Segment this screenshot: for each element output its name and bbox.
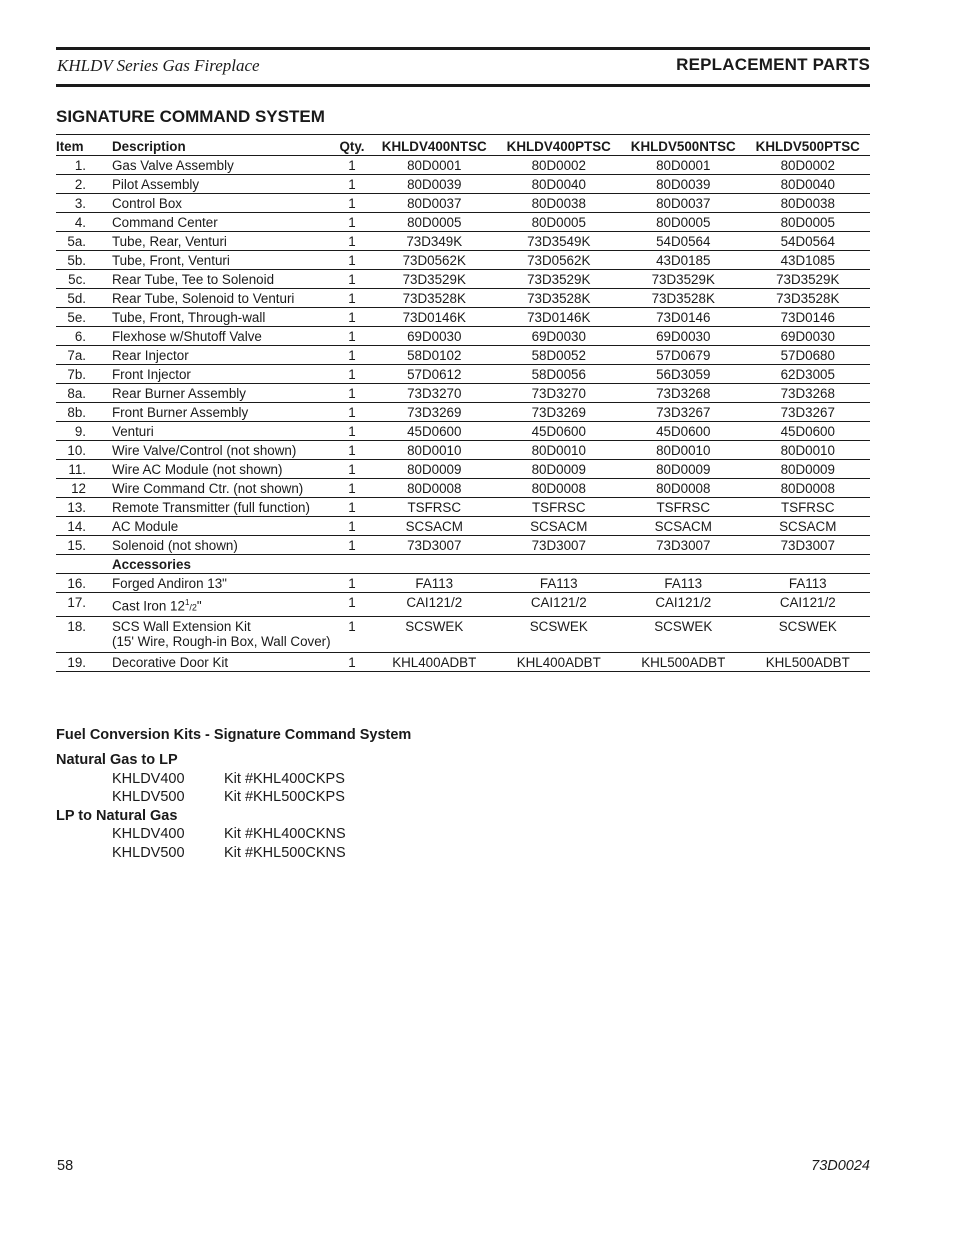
part-qty: 1 bbox=[332, 270, 372, 289]
part-qty: 1 bbox=[332, 308, 372, 327]
part-description bbox=[109, 653, 332, 672]
part-description: Wire Command Ctr. (not shown) bbox=[109, 479, 332, 498]
part-khldv500ptsc: 80D0040 bbox=[746, 175, 871, 194]
part-khldv500ptsc: 80D0010 bbox=[746, 441, 871, 460]
item-number: 5d. bbox=[56, 289, 109, 308]
item-number: 19. bbox=[56, 653, 109, 672]
item-number: 12 bbox=[56, 479, 109, 498]
item-number: 5c. bbox=[56, 270, 109, 289]
part-khldv400ptsc: 69D0030 bbox=[497, 327, 622, 346]
part-khldv400ntsc: 69D0030 bbox=[372, 327, 497, 346]
part-khldv400ptsc: 80D0009 bbox=[497, 460, 622, 479]
table-row bbox=[56, 232, 870, 251]
part-khldv400ntsc: KHL400ADBT bbox=[372, 653, 497, 672]
table-row bbox=[56, 498, 870, 517]
part-description: AC Module bbox=[109, 517, 332, 536]
part-khldv500ntsc: 54D0564 bbox=[621, 232, 746, 251]
part-khldv500ntsc: TSFRSC bbox=[621, 498, 746, 517]
empty-cell bbox=[372, 555, 497, 574]
part-khldv400ntsc: CAI121/2 bbox=[372, 593, 497, 617]
part-description: Solenoid (not shown) bbox=[109, 536, 332, 555]
part-description: Command Center bbox=[109, 213, 332, 232]
part-khldv400ptsc: 73D3529K bbox=[497, 270, 622, 289]
part-khldv400ptsc: 73D0146K bbox=[497, 308, 622, 327]
item-number: 7b. bbox=[56, 365, 109, 384]
part-khldv400ntsc: 80D0010 bbox=[372, 441, 497, 460]
part-khldv500ptsc: SCSACM bbox=[746, 517, 871, 536]
table-row bbox=[56, 289, 870, 308]
kit-model: KHLDV400 bbox=[112, 826, 185, 842]
item-number: 1. bbox=[56, 156, 109, 175]
part-khldv400ptsc: 73D3270 bbox=[497, 384, 622, 403]
part-description: Rear Tube, Tee to Solenoid bbox=[109, 270, 332, 289]
part-qty: 1 bbox=[332, 653, 372, 672]
part-qty: 1 bbox=[332, 365, 372, 384]
group-title: Natural Gas to LP bbox=[56, 752, 178, 768]
item-number: 10. bbox=[56, 441, 109, 460]
part-qty: 1 bbox=[332, 213, 372, 232]
part-description: Remote Transmitter (full function) bbox=[109, 498, 332, 517]
part-description bbox=[109, 617, 332, 653]
column-header-khldv500ntsc: KHLDV500NTSC bbox=[621, 135, 746, 156]
item-number: 11. bbox=[56, 460, 109, 479]
part-khldv400ptsc: FA113 bbox=[497, 574, 622, 593]
table-row bbox=[56, 574, 870, 593]
part-description: Control Box bbox=[109, 194, 332, 213]
part-khldv400ptsc: 80D0002 bbox=[497, 156, 622, 175]
parts-table bbox=[56, 134, 870, 672]
table-row bbox=[56, 346, 870, 365]
part-khldv500ptsc: 62D3005 bbox=[746, 365, 871, 384]
part-description: Tube, Front, Venturi bbox=[109, 251, 332, 270]
part-description: Front Burner Assembly bbox=[109, 403, 332, 422]
part-khldv500ptsc: 73D3528K bbox=[746, 289, 871, 308]
part-khldv400ptsc: 73D3007 bbox=[497, 536, 622, 555]
kit-number: Kit #KHL500CKPS bbox=[224, 789, 345, 805]
part-khldv500ptsc: SCSWEK bbox=[746, 617, 871, 653]
part-khldv500ptsc: 69D0030 bbox=[746, 327, 871, 346]
column-header-description: Description bbox=[109, 135, 332, 156]
table-row bbox=[56, 536, 870, 555]
empty-cell bbox=[746, 555, 871, 574]
fuel-conversion-title: Fuel Conversion Kits - Signature Command System bbox=[56, 727, 412, 743]
kit-number: Kit #KHL500CKNS bbox=[224, 844, 346, 861]
table-row bbox=[56, 441, 870, 460]
fraction-denominator: /2 bbox=[189, 602, 197, 613]
part-khldv400ntsc: TSFRSC bbox=[372, 498, 497, 517]
column-header-item: Item bbox=[56, 135, 109, 156]
item-number: 8b. bbox=[56, 403, 109, 422]
part-khldv500ntsc: FA113 bbox=[621, 574, 746, 593]
part-qty: 1 bbox=[332, 384, 372, 403]
item-number: 13. bbox=[56, 498, 109, 517]
part-khldv500ptsc: TSFRSC bbox=[746, 498, 871, 517]
part-description: Flexhose w/Shutoff Valve bbox=[109, 327, 332, 346]
part-khldv400ptsc: 80D0038 bbox=[497, 194, 622, 213]
part-khldv400ntsc: 73D3007 bbox=[372, 536, 497, 555]
page-number: 58 bbox=[57, 1158, 74, 1174]
part-khldv500ptsc: 73D3529K bbox=[746, 270, 871, 289]
table-row bbox=[56, 156, 870, 175]
table-row bbox=[56, 422, 870, 441]
part-description: Front Injector bbox=[109, 365, 332, 384]
kit-model: KHLDV400 bbox=[112, 770, 185, 787]
part-khldv400ntsc: 73D3529K bbox=[372, 270, 497, 289]
part-description: Tube, Rear, Venturi bbox=[109, 232, 332, 251]
item-number: 8a. bbox=[56, 384, 109, 403]
part-qty: 1 bbox=[332, 498, 372, 517]
part-khldv400ptsc: 45D0600 bbox=[497, 422, 622, 441]
part-qty: 1 bbox=[332, 536, 372, 555]
part-khldv400ntsc: 73D349K bbox=[372, 232, 497, 251]
part-khldv400ntsc: 80D0037 bbox=[372, 194, 497, 213]
part-khldv500ptsc: 80D0009 bbox=[746, 460, 871, 479]
part-khldv400ntsc: 73D3270 bbox=[372, 384, 497, 403]
kit-row bbox=[56, 788, 411, 807]
part-qty: 1 bbox=[332, 617, 372, 653]
part-khldv400ptsc: SCSACM bbox=[497, 517, 622, 536]
part-khldv500ptsc: 54D0564 bbox=[746, 232, 871, 251]
part-qty: 1 bbox=[332, 175, 372, 194]
item-number: 5b. bbox=[56, 251, 109, 270]
part-khldv400ptsc: 73D3549K bbox=[497, 232, 622, 251]
group-title: LP to Natural Gas bbox=[56, 807, 178, 824]
kit-row bbox=[56, 825, 411, 844]
document-title: KHLDV Series Gas Fireplace bbox=[57, 56, 260, 75]
part-qty: 1 bbox=[332, 422, 372, 441]
part-description: Wire AC Module (not shown) bbox=[109, 460, 332, 479]
part-khldv500ntsc: 80D0005 bbox=[621, 213, 746, 232]
part-khldv500ptsc: 73D0146 bbox=[746, 308, 871, 327]
part-khldv400ntsc: 57D0612 bbox=[372, 365, 497, 384]
section-title: REPLACEMENT PARTS bbox=[676, 55, 870, 74]
part-khldv400ptsc: KHL400ADBT bbox=[497, 653, 622, 672]
part-khldv500ntsc: SCSACM bbox=[621, 517, 746, 536]
part-khldv400ntsc: 73D0562K bbox=[372, 251, 497, 270]
part-qty: 1 bbox=[332, 251, 372, 270]
part-qty: 1 bbox=[332, 403, 372, 422]
part-khldv400ntsc: 80D0001 bbox=[372, 156, 497, 175]
desc-line-2: (15' Wire, Rough-in Box, Wall Cover) bbox=[112, 634, 331, 650]
part-description: Pilot Assembly bbox=[109, 175, 332, 194]
part-khldv500ptsc: 43D1085 bbox=[746, 251, 871, 270]
header-rule-top bbox=[56, 47, 870, 50]
part-khldv400ptsc: CAI121/2 bbox=[497, 593, 622, 617]
part-khldv400ptsc: TSFRSC bbox=[497, 498, 622, 517]
part-khldv400ntsc: 80D0008 bbox=[372, 479, 497, 498]
part-khldv400ntsc: FA113 bbox=[372, 574, 497, 593]
part-description: Rear Tube, Solenoid to Venturi bbox=[109, 289, 332, 308]
part-description: Rear Burner Assembly bbox=[109, 384, 332, 403]
item-number: 9. bbox=[56, 422, 109, 441]
part-khldv400ntsc: 58D0102 bbox=[372, 346, 497, 365]
part-khldv500ptsc: 73D3268 bbox=[746, 384, 871, 403]
part-qty: 1 bbox=[332, 156, 372, 175]
item-number: 7a. bbox=[56, 346, 109, 365]
item-number: 5e. bbox=[56, 308, 109, 327]
part-khldv500ntsc: 56D3059 bbox=[621, 365, 746, 384]
part-qty: 1 bbox=[332, 194, 372, 213]
table-row bbox=[56, 327, 870, 346]
part-khldv500ntsc: 80D0010 bbox=[621, 441, 746, 460]
part-khldv400ntsc: SCSACM bbox=[372, 517, 497, 536]
part-khldv500ptsc: 80D0008 bbox=[746, 479, 871, 498]
part-khldv400ptsc: 80D0008 bbox=[497, 479, 622, 498]
kit-model: KHLDV500 bbox=[112, 844, 185, 861]
table-row bbox=[56, 308, 870, 327]
part-khldv500ptsc: 45D0600 bbox=[746, 422, 871, 441]
part-description: Tube, Front, Through-wall bbox=[109, 308, 332, 327]
part-khldv500ntsc: 73D3007 bbox=[621, 536, 746, 555]
table-row bbox=[56, 194, 870, 213]
part-qty: 1 bbox=[332, 479, 372, 498]
part-khldv500ptsc: 73D3007 bbox=[746, 536, 871, 555]
table-row bbox=[56, 403, 870, 422]
part-khldv500ntsc: 80D0008 bbox=[621, 479, 746, 498]
kit-number: Kit #KHL400CKNS bbox=[224, 826, 346, 842]
item-number: 3. bbox=[56, 194, 109, 213]
part-qty: 1 bbox=[332, 232, 372, 251]
page-heading: SIGNATURE COMMAND SYSTEM bbox=[56, 107, 325, 126]
part-khldv500ntsc: 80D0037 bbox=[621, 194, 746, 213]
part-description: Venturi bbox=[109, 422, 332, 441]
part-khldv400ptsc: 80D0010 bbox=[497, 441, 622, 460]
part-khldv500ntsc: 73D3528K bbox=[621, 289, 746, 308]
item-number: 5a. bbox=[56, 232, 109, 251]
part-khldv400ntsc: SCSWEK bbox=[372, 617, 497, 653]
table-header-row bbox=[56, 135, 870, 156]
part-khldv500ptsc: KHL500ADBT bbox=[746, 653, 871, 672]
desc-text: Forged Andiron 13" bbox=[112, 576, 227, 591]
part-khldv400ntsc: 73D3528K bbox=[372, 289, 497, 308]
document-code: 73D0024 bbox=[811, 1158, 870, 1174]
item-number: 6. bbox=[56, 327, 109, 346]
kit-row bbox=[56, 844, 411, 863]
part-khldv500ntsc: 45D0600 bbox=[621, 422, 746, 441]
table-row bbox=[56, 617, 870, 653]
item-number: 18. bbox=[56, 617, 109, 653]
part-description: Gas Valve Assembly bbox=[109, 156, 332, 175]
item-number: 2. bbox=[56, 175, 109, 194]
fraction-numerator: 1 bbox=[184, 598, 190, 607]
part-khldv500ntsc: 80D0009 bbox=[621, 460, 746, 479]
part-qty: 1 bbox=[332, 289, 372, 308]
part-qty: 1 bbox=[332, 574, 372, 593]
part-qty: 1 bbox=[332, 441, 372, 460]
desc-text: SCS Wall Extension Kit bbox=[112, 619, 251, 635]
header-rule-bottom bbox=[56, 84, 870, 87]
part-khldv400ptsc: 80D0040 bbox=[497, 175, 622, 194]
item-number bbox=[56, 555, 109, 574]
part-khldv500ntsc: 43D0185 bbox=[621, 251, 746, 270]
part-khldv500ntsc: SCSWEK bbox=[621, 617, 746, 653]
part-description: Wire Valve/Control (not shown) bbox=[109, 441, 332, 460]
table-row bbox=[56, 593, 870, 617]
part-khldv400ptsc: 73D3528K bbox=[497, 289, 622, 308]
item-number: 17. bbox=[56, 593, 109, 617]
part-khldv500ptsc: FA113 bbox=[746, 574, 871, 593]
part-khldv400ntsc: 80D0005 bbox=[372, 213, 497, 232]
table-row bbox=[56, 460, 870, 479]
table-row bbox=[56, 251, 870, 270]
empty-cell bbox=[497, 555, 622, 574]
part-khldv500ptsc: 80D0005 bbox=[746, 213, 871, 232]
part-description bbox=[109, 574, 332, 593]
item-number: 16. bbox=[56, 574, 109, 593]
parts-table-body bbox=[56, 156, 870, 672]
part-khldv400ptsc: 73D0562K bbox=[497, 251, 622, 270]
table-row bbox=[56, 270, 870, 289]
part-qty: 1 bbox=[332, 327, 372, 346]
part-khldv500ntsc: 73D0146 bbox=[621, 308, 746, 327]
empty-cell bbox=[621, 555, 746, 574]
part-khldv400ptsc: 58D0056 bbox=[497, 365, 622, 384]
table-row bbox=[56, 479, 870, 498]
accessories-row bbox=[56, 555, 870, 574]
part-khldv500ntsc: 57D0679 bbox=[621, 346, 746, 365]
fuel-conversion-section bbox=[56, 727, 411, 862]
part-khldv500ptsc: 80D0038 bbox=[746, 194, 871, 213]
part-khldv500ntsc: 69D0030 bbox=[621, 327, 746, 346]
part-qty: 1 bbox=[332, 593, 372, 617]
part-khldv500ntsc: 73D3267 bbox=[621, 403, 746, 422]
item-number: 4. bbox=[56, 213, 109, 232]
table-row bbox=[56, 175, 870, 194]
desc-text: Cast Iron 12 bbox=[112, 598, 185, 614]
column-header-khldv400ptsc: KHLDV400PTSC bbox=[497, 135, 622, 156]
part-khldv500ntsc: 80D0039 bbox=[621, 175, 746, 194]
part-khldv500ntsc: 73D3529K bbox=[621, 270, 746, 289]
part-khldv400ntsc: 80D0039 bbox=[372, 175, 497, 194]
accessories-label: Accessories bbox=[109, 555, 332, 574]
item-number: 14. bbox=[56, 517, 109, 536]
desc-text: Decorative Door Kit bbox=[112, 655, 229, 671]
part-khldv400ptsc: 58D0052 bbox=[497, 346, 622, 365]
part-qty: 1 bbox=[332, 517, 372, 536]
column-header-khldv500ptsc: KHLDV500PTSC bbox=[746, 135, 871, 156]
kit-number: Kit #KHL400CKPS bbox=[224, 770, 345, 787]
part-khldv400ntsc: 80D0009 bbox=[372, 460, 497, 479]
table-row bbox=[56, 365, 870, 384]
table-row bbox=[56, 653, 870, 672]
part-qty: 1 bbox=[332, 346, 372, 365]
table-row bbox=[56, 517, 870, 536]
item-number: 15. bbox=[56, 536, 109, 555]
part-khldv500ntsc: 80D0001 bbox=[621, 156, 746, 175]
part-khldv500ptsc: 57D0680 bbox=[746, 346, 871, 365]
desc-tail: " bbox=[196, 598, 202, 614]
part-qty: 1 bbox=[332, 460, 372, 479]
part-khldv500ntsc: CAI121/2 bbox=[621, 593, 746, 617]
column-header-qty: Qty. bbox=[332, 135, 372, 156]
part-khldv400ntsc: 73D3269 bbox=[372, 403, 497, 422]
part-khldv500ptsc: CAI121/2 bbox=[746, 593, 871, 617]
part-khldv400ptsc: SCSWEK bbox=[497, 617, 622, 653]
kit-row bbox=[56, 770, 411, 789]
part-khldv400ptsc: 73D3269 bbox=[497, 403, 622, 422]
part-khldv500ptsc: 73D3267 bbox=[746, 403, 871, 422]
kit-model: KHLDV500 bbox=[112, 789, 185, 805]
part-khldv400ntsc: 73D0146K bbox=[372, 308, 497, 327]
empty-cell bbox=[332, 555, 372, 574]
table-row bbox=[56, 213, 870, 232]
part-description: Rear Injector bbox=[109, 346, 332, 365]
table-row bbox=[56, 384, 870, 403]
part-khldv400ntsc: 45D0600 bbox=[372, 422, 497, 441]
part-khldv500ntsc: KHL500ADBT bbox=[621, 653, 746, 672]
part-khldv500ptsc: 80D0002 bbox=[746, 156, 871, 175]
column-header-khldv400ntsc: KHLDV400NTSC bbox=[372, 135, 497, 156]
part-khldv500ntsc: 73D3268 bbox=[621, 384, 746, 403]
part-description bbox=[109, 593, 332, 617]
part-khldv400ptsc: 80D0005 bbox=[497, 213, 622, 232]
